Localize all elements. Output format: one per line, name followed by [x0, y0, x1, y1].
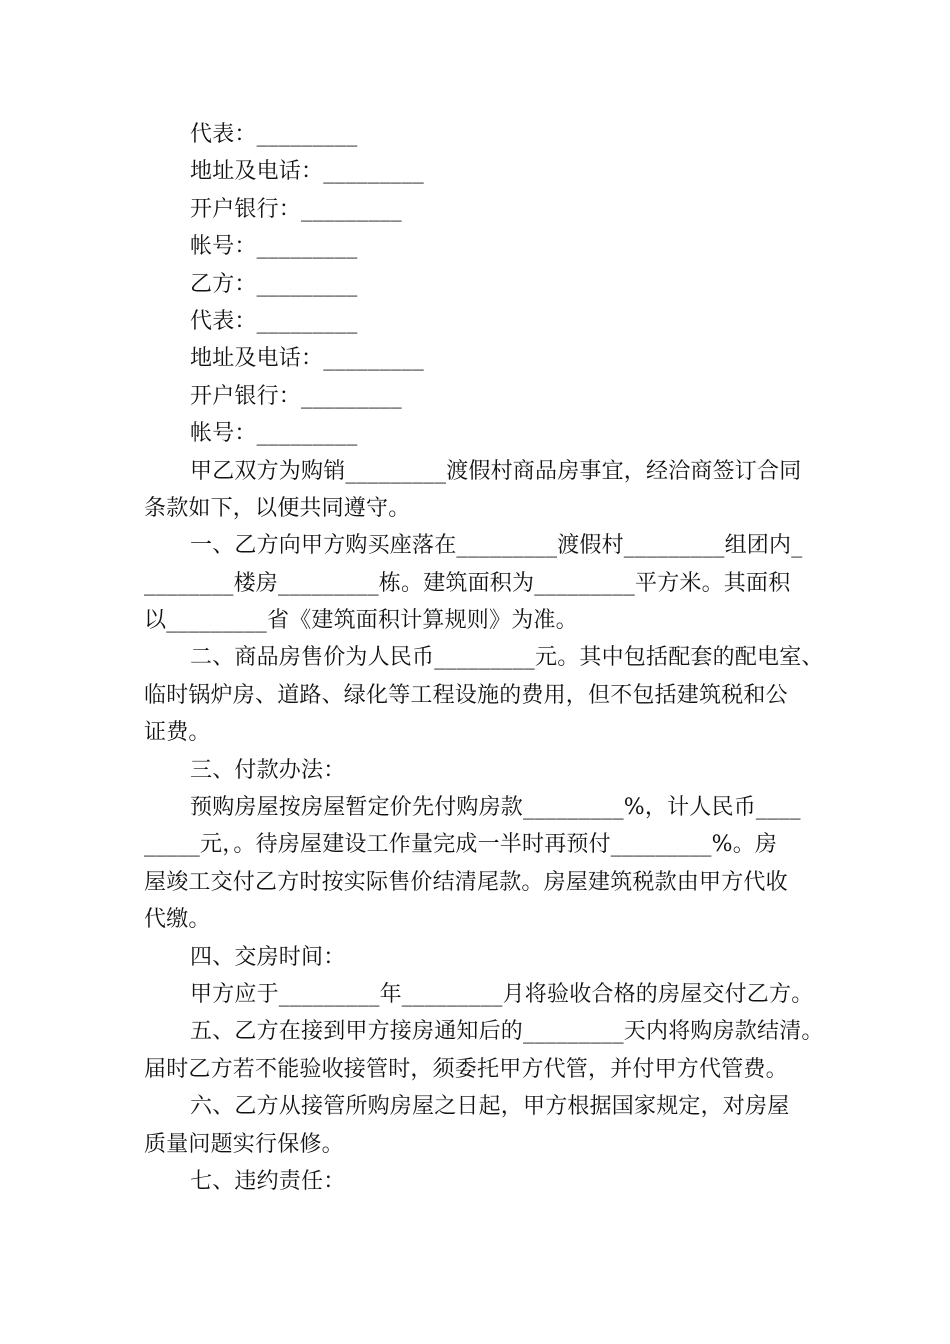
party-a-representative-line: 代表：_________: [190, 122, 358, 147]
contract-body: [144, 116, 824, 1200]
party-a-address-phone-line: 地址及电话：_________: [190, 159, 425, 185]
clause-3-line-1: 预购房屋按房屋暂定价先付购房款_________%，计人民币____: [190, 795, 801, 821]
clause-3-line-4: 代缴。: [144, 907, 211, 933]
clause-5-line-2: 届时乙方若不能验收接管时，须委托甲方代管，并付甲方代管费。: [144, 1056, 788, 1082]
clause-2-line-1: 二、商品房售价为人民币_________元。其中包括配套的配电室、: [190, 645, 824, 671]
clause-6-line-2: 质量问题实行保修。: [144, 1131, 344, 1157]
clause-2-line-2: 临时锅炉房、道路、绿化等工程设施的费用，但不包括建筑税和公: [144, 682, 788, 708]
clause-1-line-1: 一、乙方向甲方购买座落在_________渡假村_________组团内_: [190, 533, 803, 559]
clause-3-line-2: _____元，。待房屋建设工作量完成一半时再预付_________%。房: [144, 832, 778, 858]
party-b-bank-line: 开户银行：_________: [190, 383, 402, 409]
party-a-account-line: 帐号：_________: [190, 234, 358, 260]
clause-1-line-3: 以_________省《建筑面积计算规则》为准。: [144, 608, 578, 634]
party-a-bank-line: 开户银行：_________: [190, 196, 402, 222]
clause-7-heading: 七、违约责任：: [190, 1168, 346, 1194]
clause-1-line-2: ________楼房_________栋。建筑面积为_________平方米。其面积: [144, 570, 791, 596]
preamble-line-1: 甲乙双方为购销_________渡假村商品房事宜，经洽商签订合同: [190, 458, 802, 484]
party-b-address-phone-line: 地址及电话：_________: [190, 346, 425, 372]
clause-3-heading: 三、付款办法：: [190, 757, 346, 783]
clause-4-heading: 四、交房时间：: [190, 944, 346, 970]
clause-6-line-1: 六、乙方从接管所购房屋之日起，甲方根据国家规定，对房屋: [190, 1094, 790, 1120]
clause-2-line-3: 证费。: [144, 720, 211, 746]
party-b-representative-line: 代表：_________: [190, 308, 358, 334]
clause-5-line-1: 五、乙方在接到甲方接房通知后的_________天内将购房款结清。: [190, 1019, 824, 1045]
preamble-line-2: 条款如下，以便共同遵守。: [144, 495, 411, 521]
party-b-line: 乙方：_________: [190, 271, 358, 297]
clause-4-line-1: 甲方应于_________年_________月将验收合格的房屋交付乙方。: [190, 981, 814, 1007]
party-b-account-line: 帐号：_________: [190, 421, 358, 447]
clause-3-line-3: 屋竣工交付乙方时按实际售价结清尾款。房屋建筑税款由甲方代收: [144, 869, 788, 895]
